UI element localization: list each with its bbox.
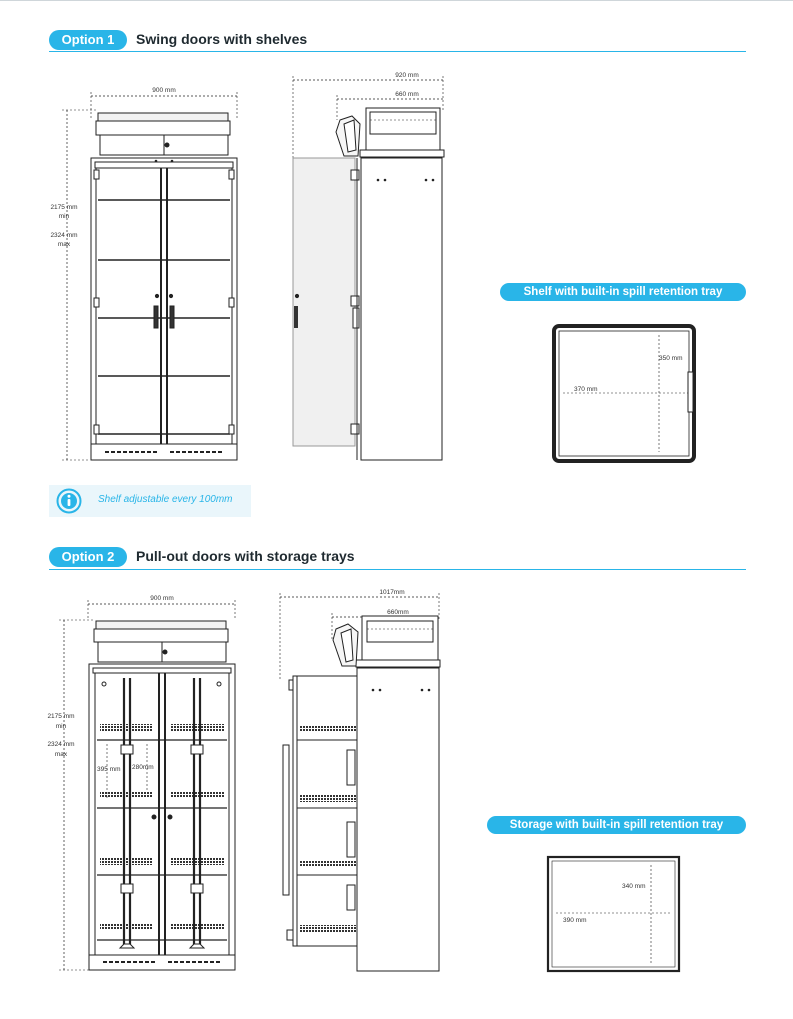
- option2-storage-detail: [548, 857, 679, 971]
- option1-shelf-detail: [554, 326, 694, 461]
- option2-badge: Option 2: [49, 547, 127, 567]
- option2-front-view: [59, 600, 235, 970]
- option2-depth-total-label: 1017mm: [379, 589, 405, 596]
- option1-depth-body-label: 660 mm: [395, 91, 419, 98]
- option2-storage-depth-label: 340 mm: [622, 883, 646, 890]
- option1-height-max-label: max: [57, 241, 71, 248]
- option1-shelf-dimension-labels: [574, 355, 682, 393]
- option2-height-max-label: max: [54, 751, 68, 758]
- option1-title: Swing doors with shelves: [136, 31, 308, 47]
- option1-depth-total-label: 920 mm: [395, 72, 419, 79]
- option2-height-min-label: min: [55, 723, 67, 730]
- option1-height-max-value: 2324 mm: [50, 232, 78, 239]
- option1-shelf-depth-label: 350 mm: [659, 355, 683, 362]
- option2-detail-tag: Storage with built-in spill retention tray: [487, 816, 746, 834]
- option2-storage-dimension-labels: [563, 883, 645, 924]
- option2-side-dimension-labels: [379, 589, 408, 616]
- option2-height-max-value: 2324 mm: [47, 741, 75, 748]
- option1-detail-tag: Shelf with built-in spill retention tray: [500, 283, 746, 301]
- option1-badge: Option 1: [49, 30, 127, 50]
- option2-side-view: [280, 593, 440, 971]
- option1-front-view: [62, 92, 237, 460]
- option2-tray-pitch-label: 395 mm: [97, 766, 121, 773]
- option2-height-min-value: 2175 mm: [47, 713, 75, 720]
- option1-side-dimension-labels: [395, 72, 418, 98]
- info-text: Shelf adjustable every 100mm: [98, 494, 233, 505]
- option1-front-width-label: 900 mm: [152, 87, 176, 94]
- option2-title: Pull-out doors with storage trays: [136, 548, 355, 564]
- option1-height-min-value: 2175 mm: [50, 204, 78, 211]
- option2-storage-width-label: 390 mm: [563, 917, 587, 924]
- option1-height-min-label: min: [58, 213, 70, 220]
- option2-depth-body-label: 660mm: [387, 609, 409, 616]
- option2-tray-height-label: 280mm: [132, 764, 154, 771]
- option2-front-width-label: 900 mm: [150, 595, 174, 602]
- option1-shelf-width-label: 370 mm: [574, 386, 598, 393]
- option1-side-view: [293, 76, 444, 460]
